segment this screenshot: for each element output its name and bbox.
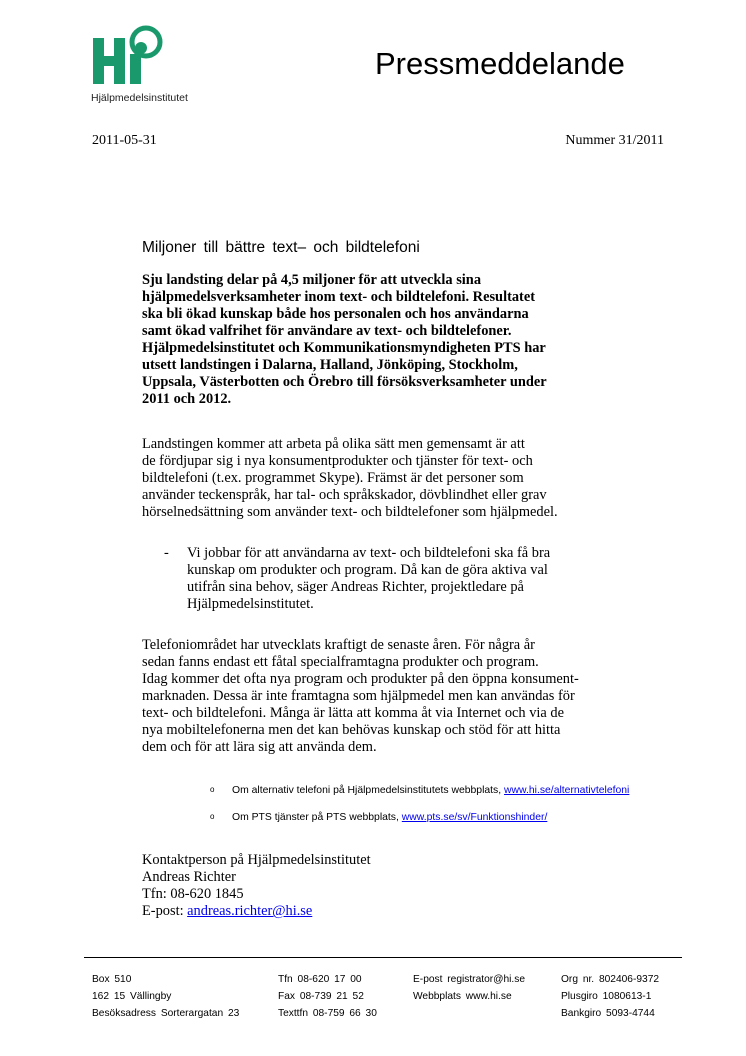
document-type-title: Pressmeddelande [375, 46, 625, 81]
body-line: nya mobiltelefonerna men det kan behövas kunskap och stöd för att hitta [142, 722, 561, 738]
footer-web-contact [413, 971, 525, 1005]
contact-email-label: E-post: [142, 903, 188, 919]
body-line: text- och bildtelefoni. Många är lätta att komma åt via Internet och via de [142, 705, 564, 721]
lead-line: Uppsala, Västerbotten och Örebro till försöksverksamheter under [142, 374, 547, 390]
hi-logo-icon [90, 24, 170, 88]
organization-logo [88, 24, 218, 108]
release-date: 2011-05-31 [92, 133, 157, 148]
contact-heading: Kontaktperson på Hjälpmedelsinstitutet [142, 852, 371, 868]
quote-line: Vi jobbar för att användarna av text- och bildtelefoni ska få bra [187, 545, 551, 561]
alternative-telephony-link[interactable]: www.hi.se/alternativtelefoni [504, 785, 630, 796]
body-line: dem och för att lära sig att använda dem. [142, 739, 377, 755]
link-description: Om alternativ telefoni på Hjälpmedelsinstitutets webbplats, [232, 785, 505, 796]
footer-divider [84, 957, 682, 958]
footer-line: Box 510 [92, 974, 132, 985]
lead-line: hjälpmedelsverksamheter inom text- och bildtelefoni. Resultatet [142, 289, 536, 305]
lead-line: utsett landstingen i Dalarna, Halland, Jönköping, Stockholm, [142, 357, 518, 373]
link-description: Om PTS tjänster på PTS webbplats, [232, 812, 402, 823]
lead-line: Sju landsting delar på 4,5 miljoner för att utveckla sina [142, 272, 482, 288]
footer-phone-numbers [278, 971, 377, 1022]
quote-line: kunskap om produkter och program. Då kan de göra aktiva val [187, 562, 548, 578]
lead-line: samt ökad valfrihet för användare av text- och bildtelefoner. [142, 323, 512, 339]
quote-line: utifrån sina behov, säger Andreas Richter, projektledare på [187, 579, 524, 595]
footer-line: E-post registrator@hi.se [413, 974, 525, 985]
footer-line: Webbplats www.hi.se [413, 991, 512, 1002]
body-line: Landstingen kommer att arbeta på olika sätt men gemensamt är att [142, 436, 525, 452]
footer-line: Tfn 08-620 17 00 [278, 974, 362, 985]
body-line: Telefoniområdet har utvecklats kraftigt de senaste åren. För några år [142, 637, 535, 653]
lead-line: 2011 och 2012. [142, 391, 232, 407]
footer-bank-details [561, 971, 659, 1022]
footer-address [92, 971, 239, 1022]
body-line: använder teckenspråk, har tal- och språkskador, dövblindhet eller grav [142, 487, 547, 503]
footer-line: Org nr. 802406-9372 [561, 974, 660, 985]
logo-text: Hjälpmedelsinstitutet [91, 92, 188, 104]
body-line: Idag kommer det ofta nya program och produkter på den öppna konsument- [142, 671, 579, 687]
body-paragraph-2 [142, 637, 702, 756]
lead-paragraph [142, 272, 702, 408]
footer-line: Texttfn 08-759 66 30 [278, 1008, 377, 1019]
contact-name: Andreas Richter [142, 869, 236, 885]
body-line: bildtelefoni (t.ex. programmet Skype). Främst är det personer som [142, 470, 524, 486]
body-paragraph-1 [142, 436, 702, 521]
footer-line: Fax 08-739 21 52 [278, 991, 364, 1002]
quote-text [187, 545, 687, 613]
body-line: sedan fanns endast ett fåtal specialframtagna produkter och program. [142, 654, 539, 670]
contact-email-row [142, 903, 702, 920]
footer-line: 162 15 Vällingby [92, 991, 172, 1002]
link-item-text [232, 785, 629, 796]
footer-line: Plusgiro 1080613-1 [561, 991, 652, 1002]
headline: Miljoner till bättre text– och bildtelefoni [142, 239, 420, 256]
body-line: de fördjupar sig i nya konsumentprodukter och tjänster för text- och [142, 453, 533, 469]
bullet-icon: o [210, 785, 215, 794]
lead-line: ska bli ökad kunskap både hos personalen och hos användarna [142, 306, 529, 322]
contact-email-link[interactable]: andreas.richter@hi.se [187, 903, 313, 919]
lead-line: Hjälpmedelsinstitutet och Kommunikationsmyndigheten PTS har [142, 340, 546, 356]
body-line: marknaden. Dessa är inte framtagna som hjälpmedel men kan användas för [142, 688, 575, 704]
body-line: hörselnedsättning som använder text- och bildtelefoner som hjälpmedel. [142, 504, 558, 520]
contact-phone: Tfn: 08-620 1845 [142, 886, 244, 902]
pts-disability-link[interactable]: www.pts.se/sv/Funktionshinder/ [401, 812, 548, 823]
footer-line: Besöksadress Sorterargatan 23 [92, 1008, 240, 1019]
contact-block [142, 852, 702, 920]
release-number: Nummer 31/2011 [565, 133, 664, 148]
quote-line: Hjälpmedelsinstitutet. [187, 596, 314, 612]
bullet-icon: o [210, 812, 215, 821]
quote-dash: - [164, 545, 169, 561]
footer-line: Bankgiro 5093-4744 [561, 1008, 655, 1019]
link-item-text [232, 812, 547, 823]
